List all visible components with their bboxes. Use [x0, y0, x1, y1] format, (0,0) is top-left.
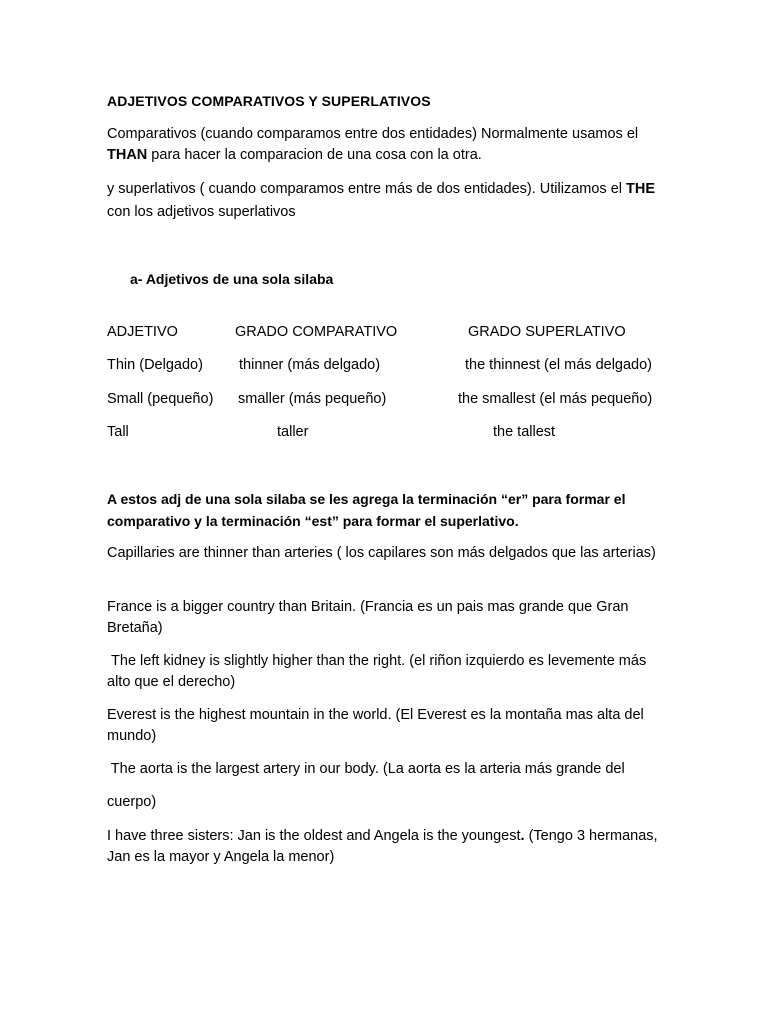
- intro-superlativos-text: y superlativos ( cuando comparamos entre más de dos entidades). Utilizamos el: [107, 181, 627, 197]
- intro-superlativos-text-end: con los adjetivos superlativos: [107, 204, 296, 220]
- document-title: ADJETIVOS COMPARATIVOS Y SUPERLATIVOS: [107, 93, 431, 109]
- table-cell: the smallest (el más pequeño): [458, 391, 653, 407]
- table-cell: Small (pequeño): [107, 391, 214, 407]
- table-cell: thinner (más delgado): [239, 357, 381, 373]
- intro-comparativos: [107, 124, 668, 166]
- intro-comparativos-text: Comparativos (cuando comparamos entre dos entidades) Normalmente usamos el: [107, 126, 639, 142]
- table-cell: Thin (Delgado): [107, 357, 203, 373]
- rule-note: A estos adj de una sola silaba se les agrega la terminación “er” para formar el comparativo y la terminación “est” para formar el superlativo.: [107, 491, 626, 529]
- table-cell: the thinnest (el más delgado): [465, 357, 652, 373]
- example-sentence-last: [107, 826, 668, 868]
- example-sentence: Everest is the highest mountain in the world. (El Everest es la montaña mas alta del mundo): [107, 707, 644, 744]
- example-text: I have three sisters: Jan is the oldest and Angela is the youngest: [107, 828, 521, 844]
- intro-superlativos: [107, 178, 668, 224]
- section-heading: a- Adjetivos de una sola silaba: [130, 271, 334, 287]
- intro-comparativos-text-end: para hacer la comparacion de una cosa con la otra.: [147, 147, 482, 163]
- example-period: .: [520, 828, 525, 844]
- example-text-end: (Tengo 3 hermanas, Jan es la mayor y Angela la menor): [107, 828, 658, 865]
- example-sentence: The aorta is the largest artery in our body. (La aorta es la arteria más grande del: [107, 761, 625, 777]
- example-sentence: Capillaries are thinner than arteries ( los capilares son más delgados que las arterias): [107, 545, 656, 561]
- than-keyword: THAN: [107, 147, 148, 163]
- table-header-superlativo: GRADO SUPERLATIVO: [468, 324, 626, 340]
- table-header-adjetivo: ADJETIVO: [107, 324, 178, 340]
- the-keyword: THE: [626, 181, 656, 197]
- table-cell: smaller (más pequeño): [238, 391, 387, 407]
- table-cell: Tall: [107, 424, 129, 440]
- table-header-comparativo: GRADO COMPARATIVO: [235, 324, 398, 340]
- example-sentence: France is a bigger country than Britain. (Francia es un pais mas grande que Gran Bretaña): [107, 599, 629, 636]
- example-sentence: cuerpo): [107, 794, 157, 810]
- example-sentence: The left kidney is slightly higher than the right. (el riñon izquierdo es levemente más alto que el derecho): [107, 653, 651, 690]
- table-cell: taller: [277, 424, 309, 440]
- table-cell: the tallest: [493, 424, 556, 440]
